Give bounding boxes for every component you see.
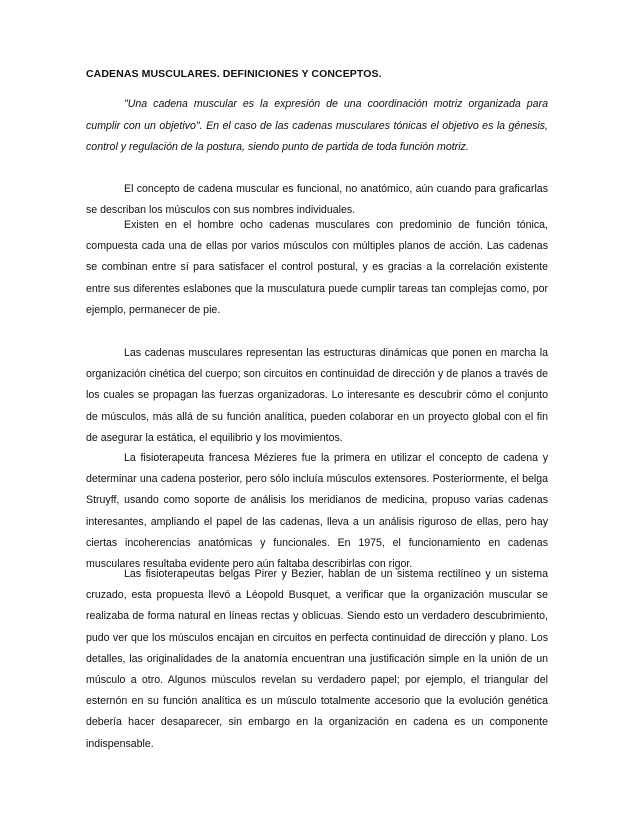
paragraph-history-mezieres: La fisioterapeuta francesa Mézieres fue la primera en utilizar el concepto de cadena y determinar una cadena posterior, pero sólo incluía músculos extensores. Posteriormente, el belga Struyff, usando como soporte de análisis los meridianos de medicina, propuso varias cadenas interesantes, ampliando el papel de las cadenas, lleva a un análisis riguroso de ellas, pero hay ciertas incoherencias anatómicas y funcionales. En 1975, el funcionamiento en cadenas musculares resultaba evidente pero aún faltaba describirlas con rigor. [86, 452, 548, 571]
paragraph-definition-quote: "Una cadena muscular es la expresión de una coordinación motriz organizada para cumplir con un objetivo". En el caso de las cadenas musculares tónicas el objetivo es la génesis, control y regulación de la postura, siendo punto de partida de toda función motriz. [86, 98, 548, 153]
paragraph-busquet: Las fisioterapeutas belgas Pirer y Bezier, hablan de un sistema rectilíneo y un sistema cruzado, esta propuesta llevó a Léopold Busquet, a verificar que la organización muscular se realizaba de forma natural en líneas rectas y oblicuas. Siendo esto un verdadero descubrimiento, pudo ver que los músculos encajan en circuitos en perfecta continuidad de dirección y plano. Los detalles, las originalidades de la anatomía encuentran una justificación simple en la unión de un músculo a otro. Algunos músculos revelan su verdadero papel; por ejemplo, el triangular del esternón en su función analítica es un músculo totalmente accesorio que la evolución genética debería hacer desaparecer, sin embargo en la organización en cadena es un componente indispensable. [86, 568, 548, 750]
paragraph-dynamic-structures: Las cadenas musculares representan las estructuras dinámicas que ponen en marcha la organización cinética del cuerpo; son circuitos en continuidad de dirección y de planos a través de los cuales se propagan las fuerzas organizadoras. Lo interesante es descubrir cómo el conjunto de músculos, más allá de su función analítica, pueden colaborar en un proyecto global con el fin de asegurar la estática, el equilibrio y los movimientos. [86, 347, 548, 444]
paragraph-eight-chains: Existen en el hombre ocho cadenas musculares con predominio de función tónica, compuesta cada una de ellas por varios músculos con múltiples planos de acción. Las cadenas se combinan entre sí para satisfacer el control postural, y es gracias a la correlación existente entre sus diferentes eslabones que la musculatura puede cumplir tareas tan complejas como, por ejemplo, permanecer de pie. [86, 219, 548, 316]
document-title: CADENAS MUSCULARES. DEFINICIONES Y CONCEPTOS. [86, 68, 382, 80]
paragraph-functional-concept: El concepto de cadena muscular es funcional, no anatómico, aún cuando para graficarlas se describan los músculos con sus nombres individuales. [86, 183, 548, 217]
